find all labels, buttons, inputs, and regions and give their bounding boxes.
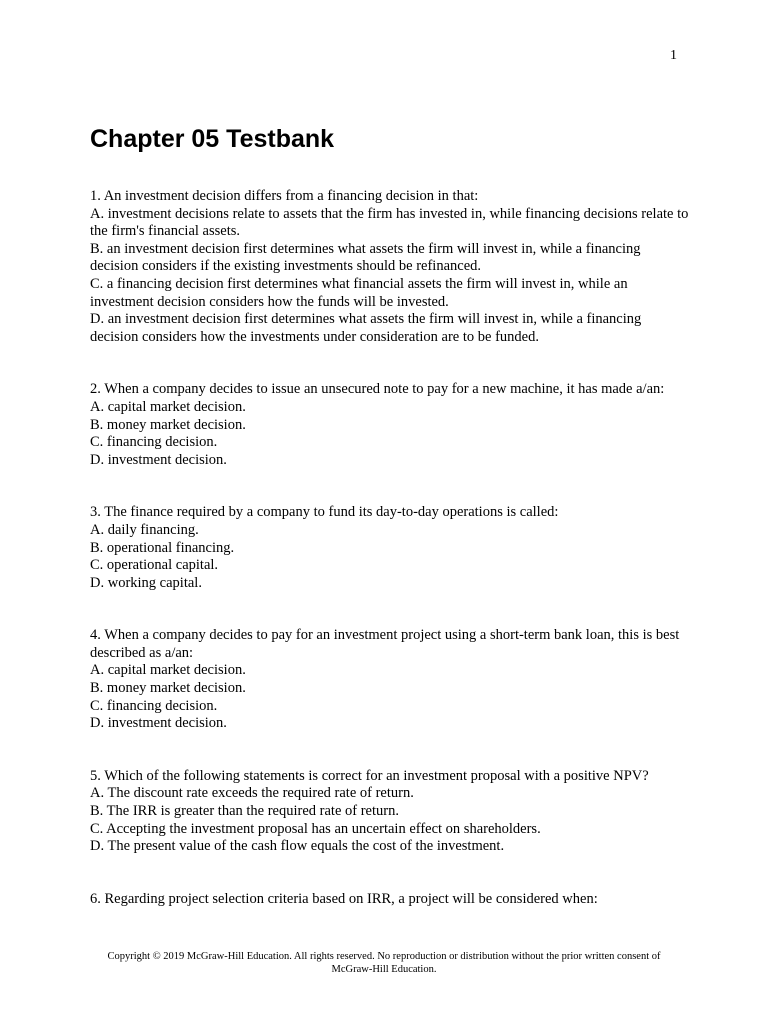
answer-option-c: C. operational capital.	[90, 557, 219, 574]
question-stem: 1. An investment decision differs from a financing decision in that:	[90, 188, 479, 204]
answer-option-d: D. working capital.	[90, 574, 202, 591]
answer-option-a: A. The discount rate exceeds the required rate of return.	[90, 785, 414, 802]
question-4	[90, 627, 690, 733]
answer-option-a: A. daily financing.	[90, 521, 199, 538]
answer-option-c: C. Accepting the investment proposal has an uncertain effect on shareholders.	[90, 820, 541, 837]
answer-option-b: B. money market decision.	[90, 680, 246, 697]
chapter-title: Chapter 05 Testbank	[90, 125, 335, 153]
answer-option-d: D. an investment decision first determines what assets the firm will invest in, while a financing decision considers how the investments under consideration are to be funded.	[90, 311, 642, 345]
question-1	[90, 188, 690, 346]
answer-option-d: D. investment decision.	[90, 715, 227, 732]
question-stem: 3. The finance required by a company to fund its day-to-day operations is called:	[90, 504, 559, 521]
answer-option-a: A. capital market decision.	[90, 398, 246, 415]
answer-option-d: D. The present value of the cash flow equals the cost of the investment.	[90, 838, 505, 855]
answer-option-a: A. investment decisions relate to assets that the firm has invested in, while financing decisions relate to the firm's financial assets.	[90, 205, 689, 240]
question-list	[90, 188, 690, 943]
question-stem: 4. When a company decides to pay for an investment project using a short-term bank loan, this is best described as a/an:	[90, 627, 680, 661]
question-5	[90, 768, 690, 856]
question-3	[90, 504, 690, 592]
question-stem: 6. Regarding project selection criteria based on IRR, a project will be considered when:	[90, 890, 598, 907]
page-number: 1	[670, 48, 677, 63]
answer-option-b: B. operational financing.	[90, 539, 235, 556]
answer-option-d: D. investment decision.	[90, 451, 227, 468]
answer-option-b: B. an investment decision first determines what assets the firm will invest in, while a financing decision considers if the existing investments should be refinanced.	[90, 240, 641, 275]
question-2	[90, 381, 690, 469]
question-stem: 5. Which of the following statements is correct for an investment proposal with a positive NPV?	[90, 767, 649, 784]
question-6	[90, 891, 690, 909]
question-stem: 2. When a company decides to issue an unsecured note to pay for a new machine, it has made a/an:	[90, 381, 665, 398]
answer-option-b: B. money market decision.	[90, 416, 246, 433]
answer-option-a: A. capital market decision.	[90, 662, 246, 679]
answer-option-c: C. financing decision.	[90, 697, 218, 714]
answer-option-c: C. financing decision.	[90, 434, 218, 451]
answer-option-c: C. a financing decision first determines what financial assets the firm will invest in, while an investment decision considers how the funds will be invested.	[90, 275, 628, 310]
copyright-notice: Copyright © 2019 McGraw-Hill Education. All rights reserved. No reproduction or distribution without the prior written consent of McGraw-Hill Education.	[107, 951, 661, 975]
answer-option-b: B. The IRR is greater than the required rate of return.	[90, 803, 399, 820]
